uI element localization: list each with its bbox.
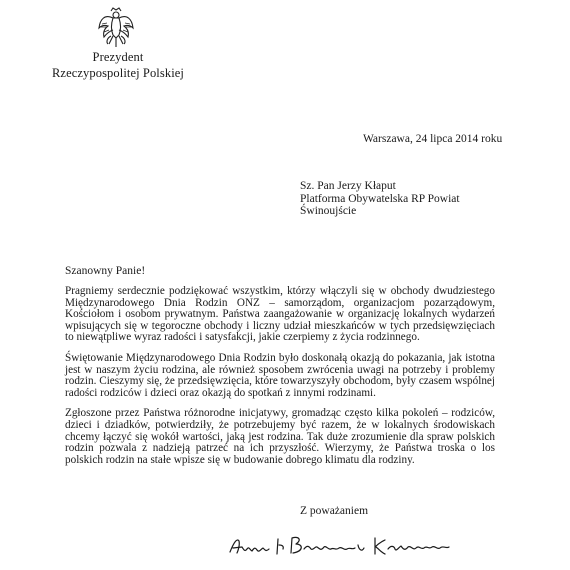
- office-title-line2: Rzeczypospolitej Polskiej: [52, 65, 184, 80]
- president-office-header: [48, 50, 188, 81]
- recipient-city: Świnoujście: [300, 205, 357, 217]
- eagle-emblem-icon: [97, 6, 135, 50]
- office-title-line1: Prezydent: [92, 50, 144, 64]
- letter-body: [65, 286, 495, 475]
- closing-phrase: Z poważaniem: [300, 505, 369, 517]
- handwritten-signature: [228, 532, 453, 560]
- letter-date: Warszawa, 24 lipca 2014 roku: [363, 133, 503, 145]
- body-paragraph-3: Zgłoszone przez Państwa różnorodne inicjatywy, gromadząc często kilka pokoleń – rodziców, dzieci i dziadków, potwierdziły, że potrzebujemy być razem, że w lokalnych środowiskach chcemy łączyć się wokół wartości, jaką jest rodzina. Tak duże zrozumienie dla spraw polskich rodzin pozwala z nadzieją patrzeć na ich przyszłość. Wierzymy, że Państwa troska o los polskich rodzin na stałe wpisze się w budowanie dobrego klimatu dla rodziny.: [65, 407, 495, 466]
- recipient-address: [300, 180, 460, 218]
- salutation: Szanowny Panie!: [65, 265, 146, 277]
- body-paragraph-2: Świętowanie Międzynarodowego Dnia Rodzin było doskonałą okazją do pokazania, jak istotna jest w naszym życiu rodzina, ale również sposobem zwrócenia uwagi na potrzeby i problemy rodzin. Cieszymy się, że przedsięwzięcia, które towarzyszyły obchodom, były czasem wspólnej radości rodziców i dzieci oraz okazją do spotkań z innymi rodzinami.: [65, 351, 495, 399]
- recipient-organization: Platforma Obywatelska RP Powiat: [300, 192, 460, 205]
- recipient-name: Sz. Pan Jerzy Kłaput: [300, 180, 396, 192]
- body-paragraph-1: Pragniemy serdecznie podziękować wszystkim, którzy włączyli się w obchody dwudziestego Międzynarodowego Dnia Rodzin ONZ – samorządom, organizacjom pozarządowym, Kościołom i osobom prywatnym. Państwa zaangażowanie w organizację lokalnych wydarzeń wpisujących się w tegoroczne obchody i liczny udział mieszkańców w tych przedsięwzięciach to niewątpliwe wyraz radości i satysfakcji, jakie czerpiemy z życia rodzinnego.: [65, 285, 495, 344]
